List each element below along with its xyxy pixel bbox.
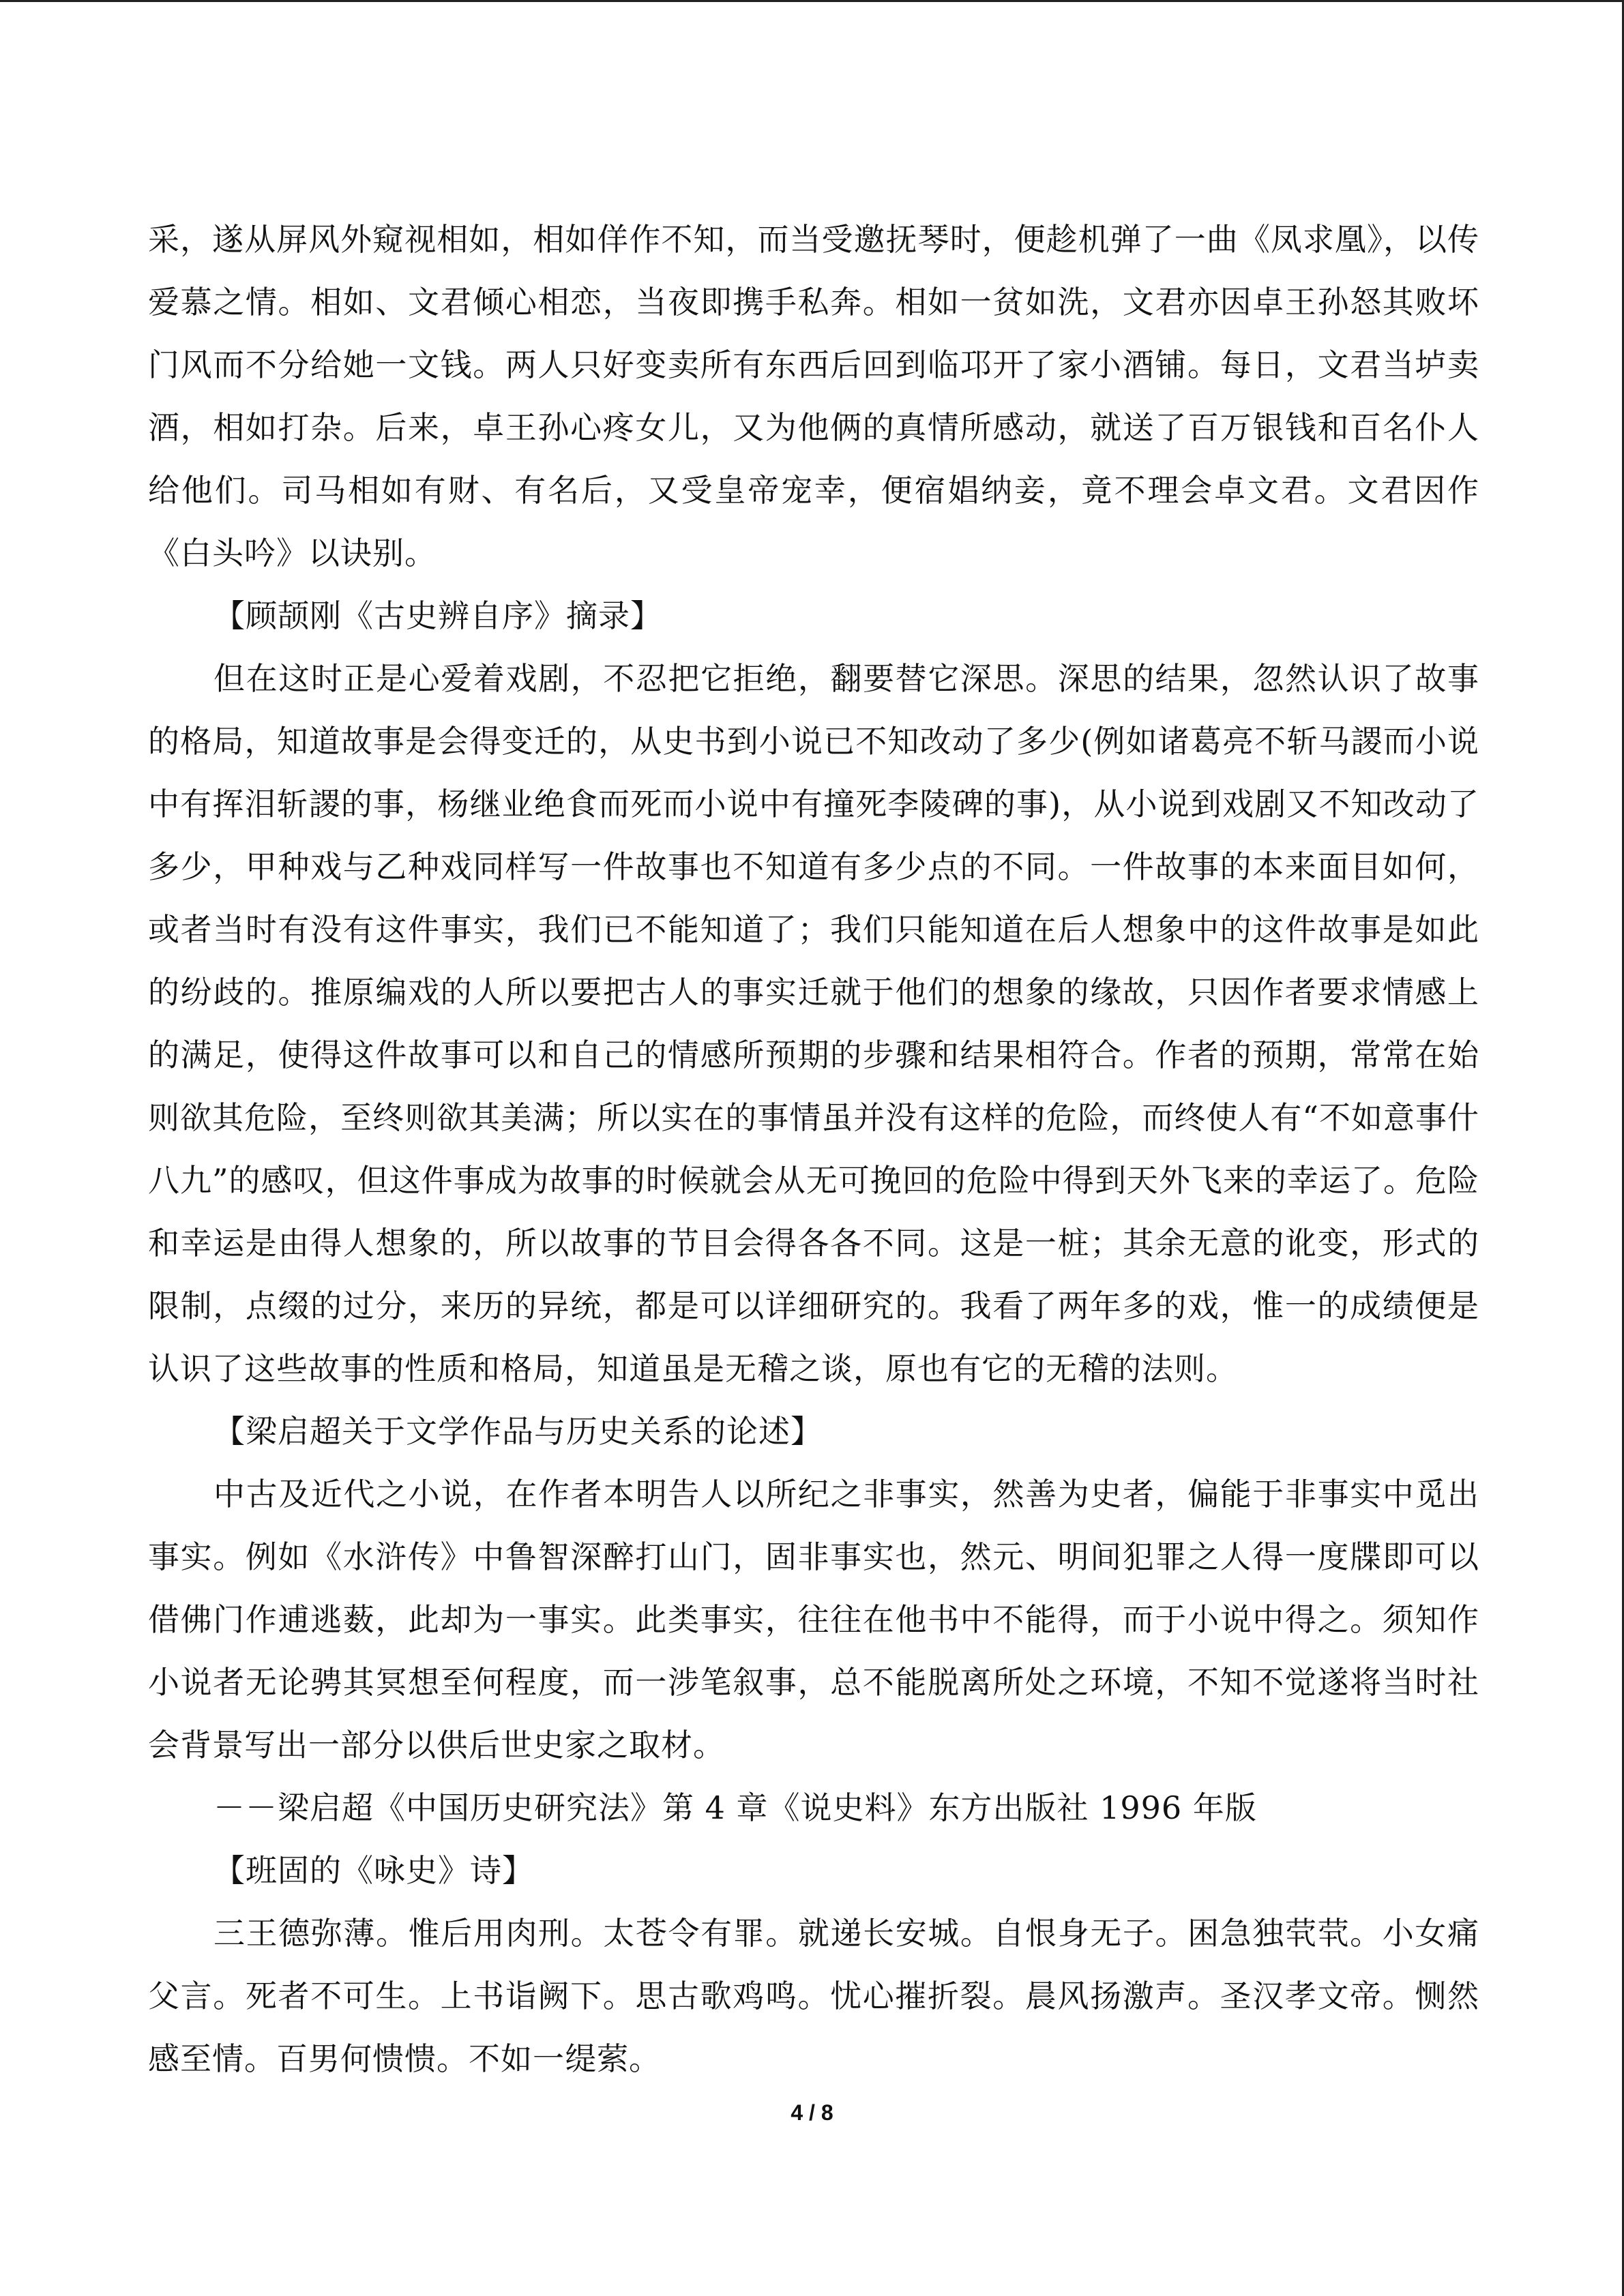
page-border-top <box>0 0 1624 2</box>
paragraph-continuation: 采，遂从屏风外窥视相如，相如佯作不知，而当受邀抚琴时，便趁机弹了一曲《凤求凰》，以传爱慕之情。相如、文君倾心相恋，当夜即携手私奔。相如一贫如洗，文君亦因卓王孙怒其败坏门风而不分给她一文钱。两人只好变卖所有东西后回到临邛开了家小酒铺。每日，文君当垆卖酒，相如打杂。后来，卓王孙心疼女儿，又为他俩的真情所感动，就送了百万银钱和百名仆人给他们。司马相如有财、有名后，又受皇帝宠幸，便宿娼纳妾，竟不理会卓文君。文君因作《白头吟》以诀别。 <box>148 221 1479 571</box>
paragraph-gu-jiegang-excerpt: 但在这时正是心爱着戏剧，不忍把它拒绝，翻要替它深思。深思的结果，忽然认识了故事的格局，知道故事是会得变迁的，从史书到小说已不知改动了多少(例如诸葛亮不斩马謖而小说中有挥泪斩謖的事，杨继业绝食而死而小说中有撞死李陵碑的事)，从小说到戏剧又不知改动了多少，甲种戏与乙种戏同样写一件故事也不知道有多少点的不同。一件故事的本来面目如何，或者当时有没有这件事实，我们已不能知道了；我们只能知道在后人想象中的这件故事是如此的纷歧的。推原编戏的人所以要把古人的事实迁就于他们的想象的缘故，只因作者要求情感上的满足，使得这件故事可以和自己的情感所预期的步骤和结果相符合。作者的预期，常常在始则欲其危险，至终则欲其美满；所以实在的事情虽并没有这样的危险，而终使人有“不如意事什八九”的感叹，但这件事成为故事的时候就会从无可挽回的危险中得到天外飞来的幸运了。危险和幸运是由得人想象的，所以故事的节目会得各各不同。这是一桩；其余无意的讹变，形式的限制，点缀的过分，来历的异统，都是可以详细研究的。我看了两年多的戏，惟一的成绩便是认识了这些故事的性质和格局，知道虽是无稽之谈，原也有它的无稽的法则。 <box>148 660 1479 1387</box>
source-citation: －－梁启超《中国历史研究法》第 4 章《说史料》东方出版社 1996 年版 <box>213 1789 1257 1826</box>
paragraph-ban-gu-poem: 三王德弥薄。惟后用肉刑。太苍令有罪。就递长安城。自恨身无子。困急独茕茕。小女痛父言。死者不可生。上书诣阙下。思古歌鸡鸣。忧心摧折裂。晨风扬激声。圣汉孝文帝。恻然感至情。百男何愦愦。不如一缇萦。 <box>148 1915 1479 2077</box>
section-heading-liang-qichao: 【梁启超关于文学作品与历史关系的论述】 <box>213 1413 823 1450</box>
paragraph-liang-qichao-excerpt: 中古及近代之小说，在作者本明告人以所纪之非事实，然善为史者，偏能于非事实中觅出事实。例如《水浒传》中鲁智深醉打山门，固非事实也，然元、明间犯罪之人得一度牒即可以借佛门作逋逃薮，此却为一事实。此类事实，往往在他书中不能得，而于小说中得之。须知作小说者无论骋其冥想至何程度，而一涉笔叙事，总不能脱离所处之环境，不知不觉遂将当时社会背景写出一部分以供后世史家之取材。 <box>148 1476 1479 1763</box>
section-heading-gu-jiegang: 【顾颉刚《古史辨自序》摘录】 <box>213 597 662 634</box>
section-heading-ban-gu-poem: 【班固的《咏史》诗】 <box>213 1852 534 1889</box>
document-body <box>148 208 1479 2090</box>
page-number: 4 / 8 <box>791 2100 833 2125</box>
